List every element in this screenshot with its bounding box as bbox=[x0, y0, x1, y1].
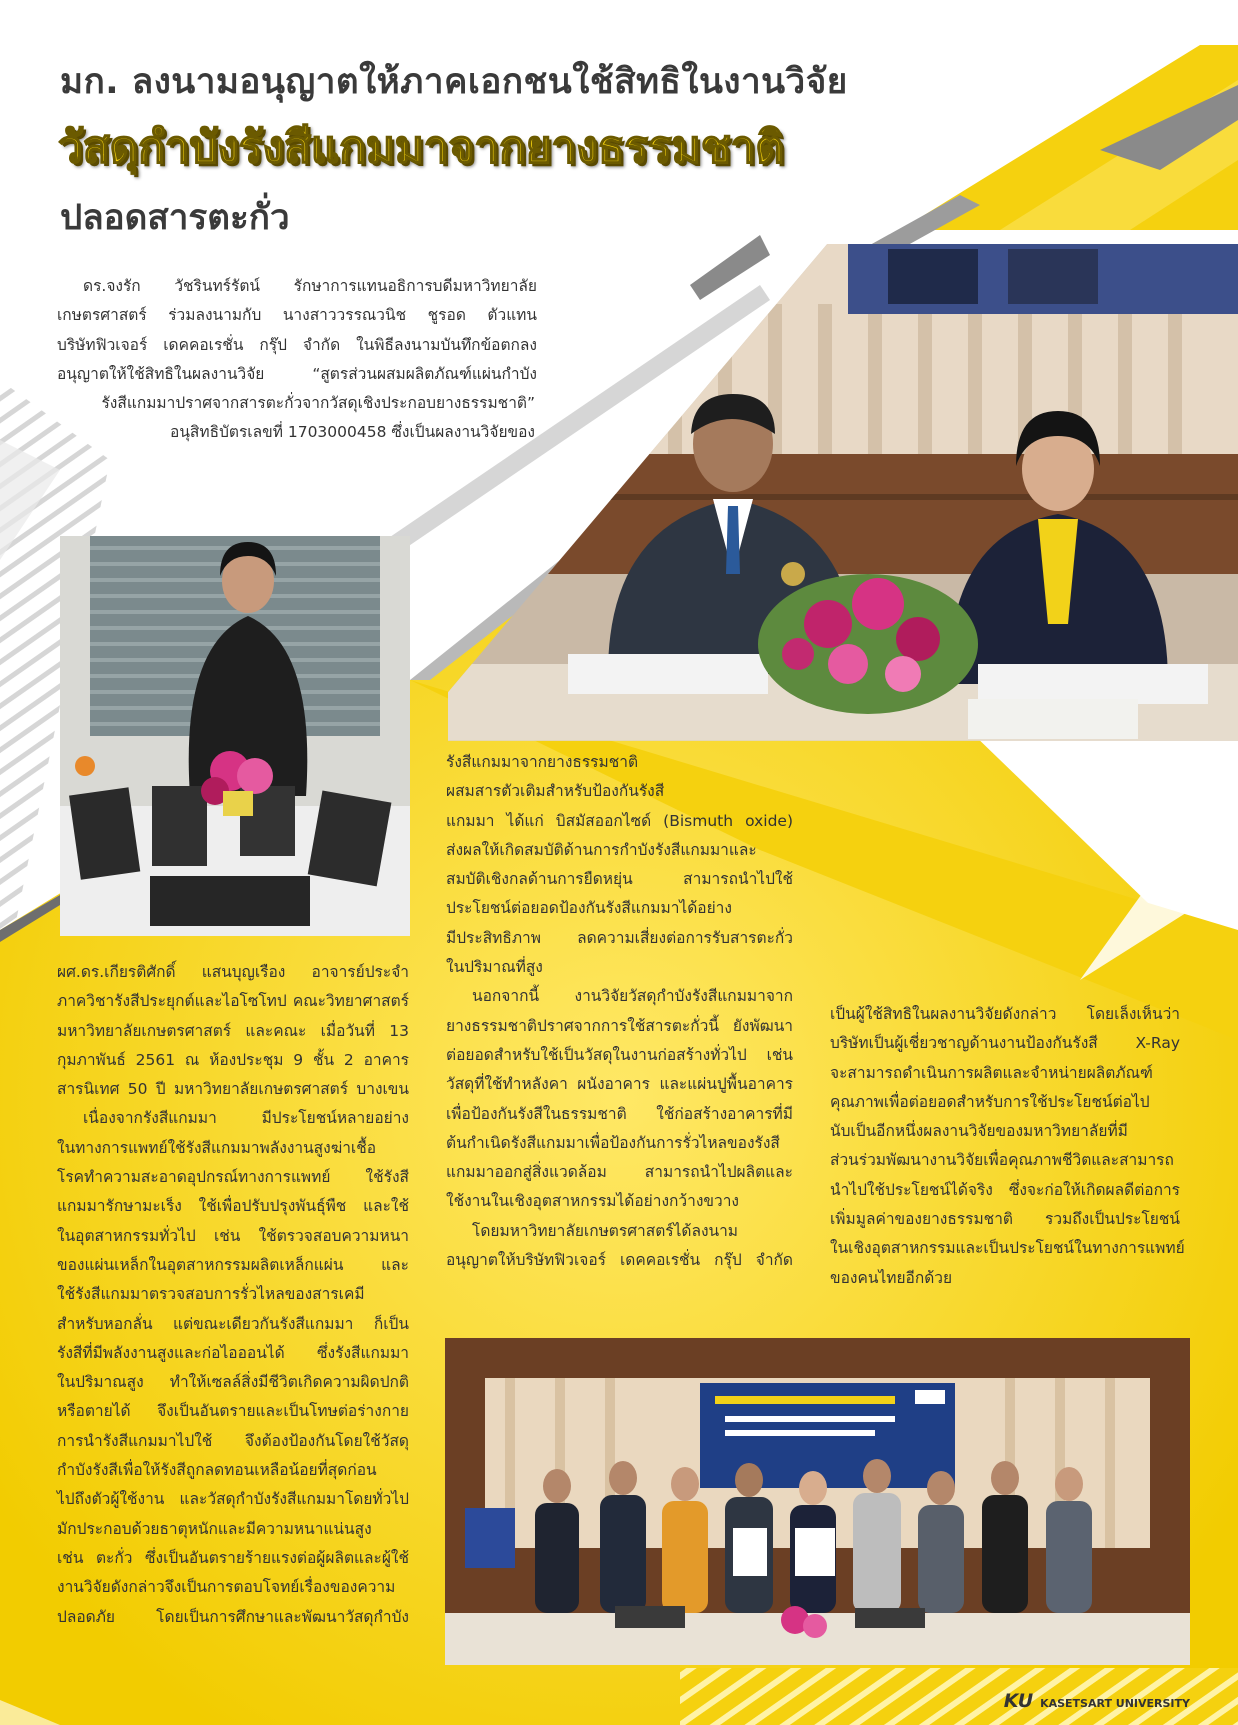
intro-line: เกษตรศาสตร์ ร่วมลงนามกับ นางสาววรรณวนิช ชูรอด ตัวแทน bbox=[57, 306, 537, 325]
body-line: ผศ.ดร.เกียรติศักดิ์ แสนบุญเรือง อาจารย์ประจำ bbox=[57, 963, 409, 981]
body-line: ในอุตสาหกรรมทั่วไป เช่น ใช้ตรวจสอบความหนา bbox=[57, 1226, 409, 1245]
photo-group-ceremony bbox=[445, 1338, 1190, 1665]
body-line: จะสามารถดำเนินการผลิตและจำหน่ายผลิตภัณฑ์ bbox=[830, 1063, 1153, 1082]
body-line: ปลอดภัย โดยเป็นการศึกษาและพัฒนาวัสดุกำบัง bbox=[57, 1607, 409, 1626]
body-line: เนื่องจากรังสีแกมมา มีประโยชน์หลายอย่าง bbox=[83, 1109, 409, 1128]
body-line: ไปถึงตัวผู้ใช้งาน และวัสดุกำบังรังสีแกมมาโดยทั่วไป bbox=[57, 1490, 409, 1509]
body-line: แกมมารักษามะเร็ง ใช้เพื่อปรับปรุงพันธุ์พืช และใช้ bbox=[57, 1197, 409, 1216]
body-line: เพื่อป้องกันรังสีในธรรมชาติ ใช้ก่อสร้างอาคารที่มี bbox=[446, 1104, 793, 1123]
body-line: วัสดุที่ใช้ทำหลังคา ผนังอาคาร และแผ่นปูพื้นอาคาร bbox=[446, 1075, 793, 1094]
body-line: นำไปใช้ประโยชน์ได้จริง ซึ่งจะก่อให้เกิดผลดีต่อการ bbox=[830, 1180, 1180, 1199]
body-line: ในปริมาณที่สูง bbox=[446, 958, 543, 977]
headline-line-3: ปลอดสารตะกั่ว bbox=[60, 198, 290, 238]
body-line: มหาวิทยาลัยเกษตรศาสตร์ และคณะ เมื่อวันที่ 13 bbox=[57, 1021, 409, 1040]
body-line: มักประกอบด้วยธาตุหนักและมีความหนาแน่นสูง bbox=[57, 1519, 372, 1538]
body-line: หรือตายได้ จึงเป็นอันตรายและเป็นโทษต่อร่างกาย bbox=[57, 1402, 409, 1421]
body-line: ใช้งานในเชิงอุตสาหกรรมได้อย่างกว้างขวาง bbox=[446, 1192, 739, 1211]
body-line: อนุญาตให้บริษัทฟิวเจอร์ เดคคอเรชั่น กรุ๊ป จำกัด bbox=[446, 1251, 793, 1270]
body-line: งานวิจัยดังกล่าวจึงเป็นการตอบโจทย์เรื่องของความ bbox=[57, 1578, 396, 1597]
body-line: ต่อยอดสำหรับใช้เป็นวัสดุในงานก่อสร้างทั่วไป เช่น bbox=[446, 1045, 793, 1064]
body-line: ส่งผลให้เกิดสมบัติด้านการกำบังรังสีแกมมาและ bbox=[446, 840, 757, 859]
body-line: กุมภาพันธ์ 2561 ณ ห้องประชุม 9 ชั้น 2 อาคาร bbox=[57, 1050, 409, 1069]
body-line: เช่น ตะกั่ว ซึ่งเป็นอันตรายร้ายแรงต่อผู้ผลิตและผู้ใช้ bbox=[57, 1548, 409, 1567]
intro-line: อนุสิทธิบัตรเลขที่ 1703000458 ซึ่งเป็นผลงานวิจัยของ bbox=[170, 423, 535, 442]
intro-line: รังสีแกมมาปราศจากสารตะกั่วจากวัสดุเชิงประกอบยางธรรมชาติ” bbox=[101, 394, 535, 413]
photo-researcher-with-products bbox=[60, 536, 410, 936]
intro-line: ดร.จงรัก วัชรินทร์รัตน์ รักษาการแทนอธิการบดีมหาวิทยาลัย bbox=[83, 277, 537, 295]
body-line: รังสีที่มีพลังงานสูงและก่อไอออนได้ ซึ่งรังสีแกมมา bbox=[57, 1343, 409, 1362]
body-line: ภาควิชารังสีประยุกต์และไอโซโทป คณะวิทยาศาสตร์ bbox=[57, 992, 409, 1011]
headline-line-1: มก. ลงนามอนุญาตให้ภาคเอกชนใช้สิทธิในงานวิจัย bbox=[60, 62, 848, 102]
body-line: เพิ่มมูลค่าของยางธรรมชาติ รวมถึงเป็นประโยชน์ bbox=[830, 1210, 1180, 1229]
body-line: สารนิเทศ 50 ปี มหาวิทยาลัยเกษตรศาสตร์ บางเขน bbox=[57, 1080, 409, 1099]
body-line: แกมมา ได้แก่ บิสมัสออกไซด์ (Bismuth oxide) bbox=[446, 811, 793, 830]
body-line: บริษัทเป็นผู้เชี่ยวชาญด้านงานป้องกันรังสี X-Ray bbox=[830, 1034, 1180, 1053]
body-line: สำหรับหอกลั่น แต่ขณะเดียวกันรังสีแกมมา ก็เป็น bbox=[57, 1314, 409, 1333]
body-line: นอกจากนี้ งานวิจัยวัสดุกำบังรังสีแกมมาจาก bbox=[472, 987, 793, 1006]
right-column-text bbox=[830, 1000, 1185, 1293]
body-line: เป็นผู้ใช้สิทธิในผลงานวิจัยดังกล่าว โดยเล็งเห็นว่า bbox=[830, 1005, 1180, 1023]
body-line: คุณภาพเพื่อต่อยอดสำหรับการใช้ประโยชน์ต่อไป bbox=[830, 1092, 1150, 1111]
body-line: โรคทำความสะอาดอุปกรณ์ทางการแพทย์ ใช้รังสี bbox=[57, 1168, 409, 1187]
footer-brand bbox=[1004, 1690, 1190, 1712]
intro-line: บริษัทฟิวเจอร์ เดคคอเรชั่น กรุ๊ป จำกัด ในพิธีลงนามบันทึกข้อตกลง bbox=[57, 335, 537, 354]
body-line: ของแผ่นเหล็กในอุตสาหกรรมผลิตเหล็กแผ่น และ bbox=[57, 1255, 409, 1274]
body-line: สมบัติเชิงกลด้านการยืดหยุ่น สามารถนำไปใช้ bbox=[446, 870, 793, 889]
body-line: ต้นกำเนิดรังสีแกมมาเพื่อป้องกันการรั่วไหลของรังสี bbox=[446, 1133, 780, 1152]
body-line: ในเชิงอุตสาหกรรมและเป็นประโยชน์ในทางการแพทย์ bbox=[830, 1239, 1185, 1258]
body-line: ผสมสารตัวเติมสำหรับป้องกันรังสี bbox=[446, 782, 665, 801]
body-line: นับเป็นอีกหนึ่งผลงานวิจัยของมหาวิทยาลัยที่มี bbox=[830, 1122, 1128, 1141]
middle-column-text bbox=[446, 748, 793, 1275]
body-line: มีประสิทธิภาพ ลดความเสี่ยงต่อการรับสารตะกั่ว bbox=[446, 928, 793, 947]
university-name: KASETSART UNIVERSITY bbox=[1040, 1697, 1190, 1710]
body-line: ของคนไทยอีกด้วย bbox=[830, 1268, 953, 1287]
intro-paragraph bbox=[57, 272, 537, 448]
body-line: ยางธรรมชาติปราศจากการใช้สารตะกั่วนี้ ยังพัฒนา bbox=[446, 1016, 793, 1035]
body-line: ส่วนร่วมพัฒนางานวิจัยเพื่อคุณภาพชีวิตและสามารถ bbox=[830, 1151, 1174, 1170]
body-line: ในทางการแพทย์ใช้รังสีแกมมาพลังงานสูงฆ่าเชื้อ bbox=[57, 1138, 377, 1157]
body-line: ใช้รังสีแกมมาตรวจสอบการรั่วไหลของสารเคมี bbox=[57, 1285, 365, 1304]
body-line: รังสีแกมมาจากยางธรรมชาติ bbox=[446, 753, 639, 771]
body-line: กำบังรังสีเพื่อให้รังสีถูกลดทอนเหลือน้อยที่สุดก่อน bbox=[57, 1461, 377, 1480]
body-line: โดยมหาวิทยาลัยเกษตรศาสตร์ได้ลงนาม bbox=[472, 1221, 739, 1240]
intro-line: อนุญาตให้ใช้สิทธิในผลงานวิจัย “สูตรส่วนผสมผลิตภัณฑ์แผ่นกำบัง bbox=[57, 364, 537, 383]
headline-line-2: วัสดุกำบังรังสีแกมมาจากยางธรรมชาติ bbox=[58, 122, 784, 173]
body-line: ในปริมาณสูง ทำให้เซลล์สิ่งมีชีวิตเกิดความผิดปกติ bbox=[57, 1373, 409, 1392]
left-column-text bbox=[57, 958, 409, 1632]
body-line: การนำรังสีแกมมาไปใช้ จึงต้องป้องกันโดยใช้วัสดุ bbox=[57, 1431, 409, 1450]
body-line: ประโยชน์ต่อยอดป้องกันรังสีแกมมาได้อย่าง bbox=[446, 899, 732, 918]
ku-logo-text: KU bbox=[1003, 1690, 1034, 1712]
body-line: แกมมาออกสู่สิ่งแวดล้อม สามารถนำไปผลิตและ bbox=[446, 1163, 793, 1182]
